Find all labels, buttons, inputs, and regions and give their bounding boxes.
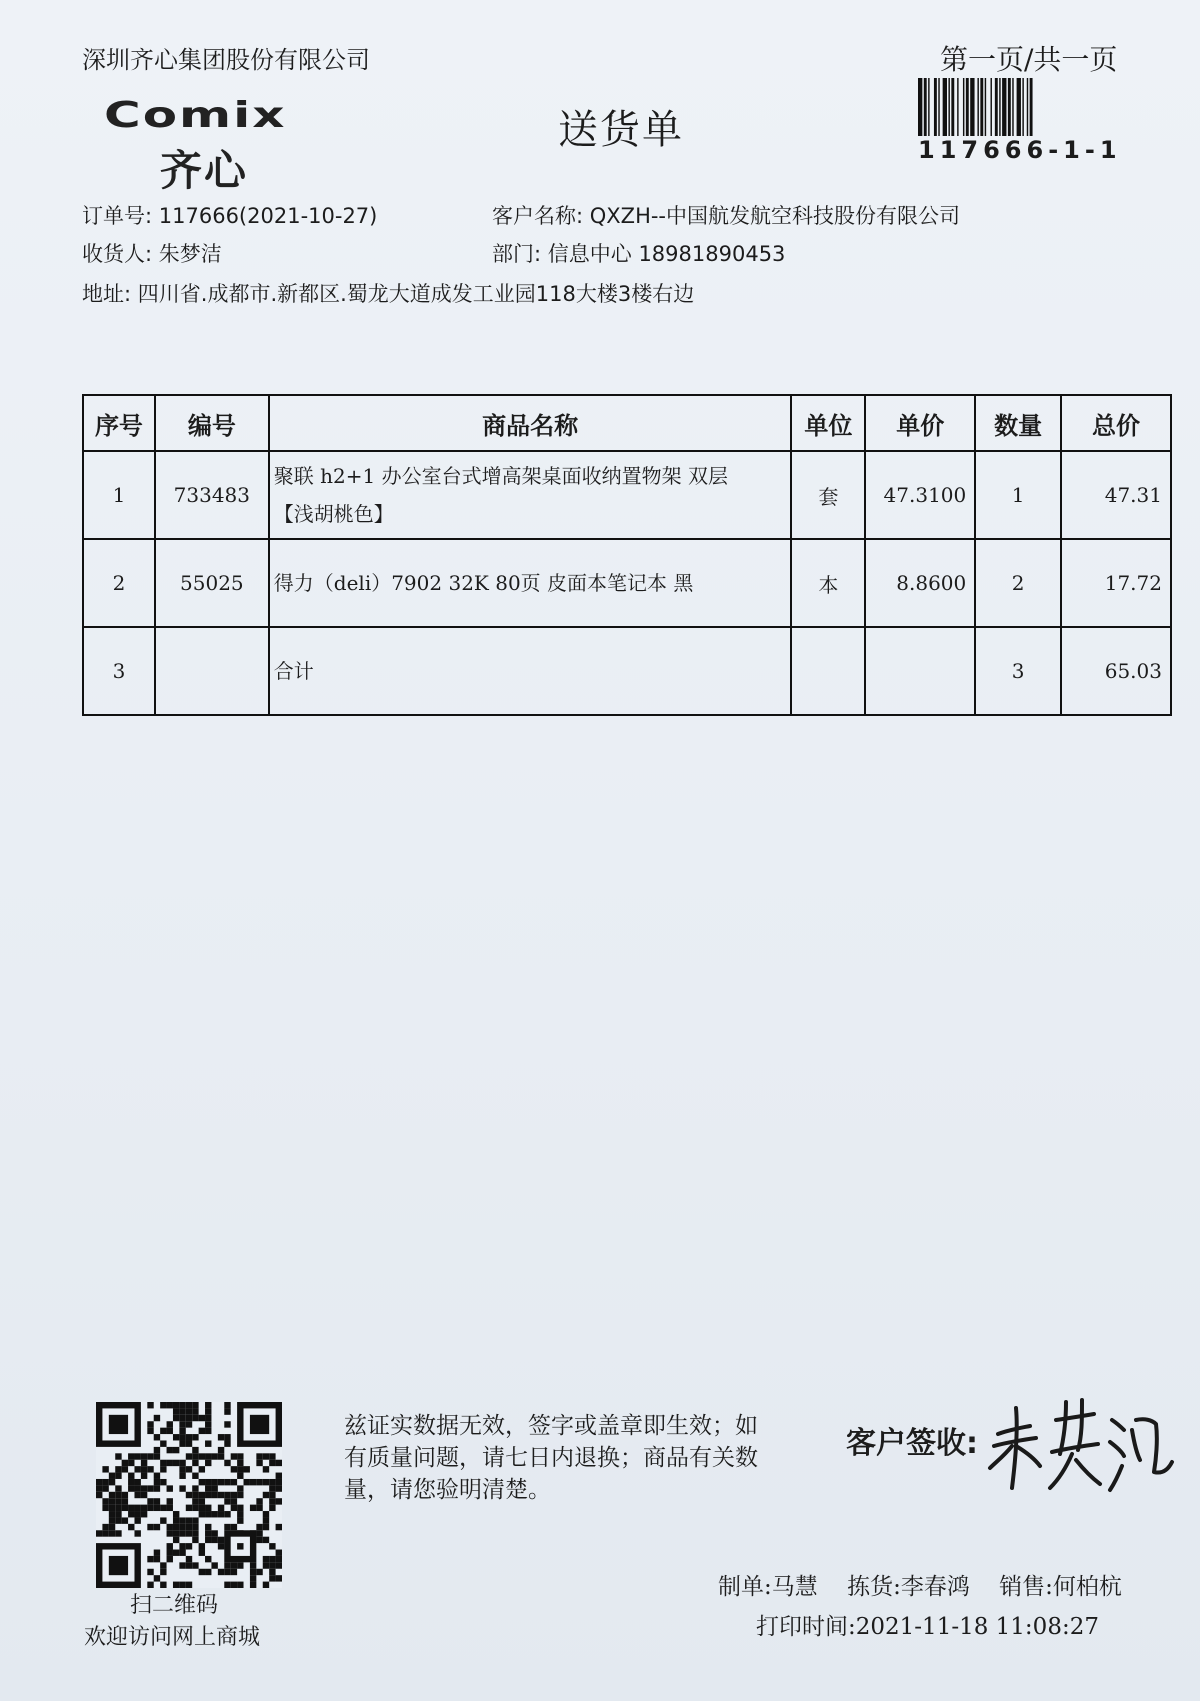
cell-name-line2: 【浅胡桃色】	[273, 502, 394, 526]
cell-seq: 1	[83, 451, 155, 539]
qr-caption-scan: 扫二维码	[130, 1593, 219, 1618]
print-time-label: 打印时间:	[756, 1614, 856, 1640]
cell-code: 733483	[155, 451, 269, 539]
cell-seq: 3	[83, 627, 155, 715]
department-label: 部门:	[492, 242, 542, 266]
sales-label: 销售:	[999, 1574, 1053, 1600]
col-header-price: 单价	[865, 395, 975, 451]
order-number-label: 订单号:	[82, 204, 153, 228]
items-table	[82, 394, 1172, 716]
cell-unit	[791, 627, 865, 715]
cell-price	[865, 627, 975, 715]
handwritten-signature	[986, 1390, 1176, 1498]
picker-label: 拣货:	[847, 1574, 901, 1600]
cell-seq: 2	[83, 539, 155, 627]
department-row	[492, 238, 785, 268]
table-row	[83, 539, 1171, 627]
table-row	[83, 451, 1171, 539]
col-header-total: 总价	[1061, 395, 1171, 451]
address-value: 四川省.成都市.新都区.蜀龙大道成发工业园118大楼3楼右边	[137, 282, 695, 306]
cell-name-line1: 聚联 h2+1 办公室台式增高架桌面收纳置物架 双层	[273, 464, 728, 488]
cell-code: 55025	[155, 539, 269, 627]
barcode-icon	[918, 78, 1130, 136]
maker-value: 马慧	[771, 1574, 818, 1600]
logo-chinese: 齐心	[160, 146, 249, 195]
maker-label: 制单:	[718, 1574, 772, 1600]
comix-logo	[104, 94, 344, 194]
col-header-unit: 单位	[791, 395, 865, 451]
company-name: 深圳齐心集团股份有限公司	[82, 46, 370, 74]
department-value: 信息中心 18981890453	[547, 242, 786, 266]
customer-row	[492, 200, 960, 230]
cell-total: 47.31	[1061, 451, 1171, 539]
cell-name-line1: 合计	[273, 659, 314, 683]
col-header-qty: 数量	[975, 395, 1061, 451]
address-label: 地址:	[82, 282, 132, 306]
col-header-name: 商品名称	[269, 395, 792, 451]
customer-label: 客户名称:	[492, 204, 584, 228]
cell-total: 17.72	[1061, 539, 1171, 627]
col-header-seq: 序号	[83, 395, 155, 451]
cell-name	[269, 451, 792, 539]
cell-name-line1: 得力（deli）7902 32K 80页 皮面本笔记本 黑	[273, 571, 694, 595]
address-row	[82, 278, 694, 308]
barcode-number: 117666-1-1	[918, 136, 1122, 164]
col-header-code: 编号	[155, 395, 269, 451]
picker-value: 李春鸿	[900, 1574, 970, 1600]
cell-name	[269, 539, 792, 627]
print-time-row	[756, 1608, 1099, 1641]
order-number-value: 117666(2021-10-27)	[158, 204, 378, 228]
qr-code-icon[interactable]	[96, 1402, 282, 1588]
document-title: 送货单	[558, 107, 684, 153]
staff-line	[718, 1568, 1122, 1601]
page-info: 第一页/共一页	[940, 43, 1118, 76]
qr-caption-welcome: 欢迎访问网上商城	[84, 1625, 261, 1650]
cell-name	[269, 627, 792, 715]
cell-price: 47.3100	[865, 451, 975, 539]
table-row-total	[83, 627, 1171, 715]
print-time-value: 2021-11-18 11:08:27	[855, 1614, 1099, 1640]
cell-unit: 套	[791, 451, 865, 539]
table-header-row	[83, 395, 1171, 451]
sales-value: 何柏杭	[1052, 1574, 1122, 1600]
receiver-label: 收货人:	[82, 242, 153, 266]
receiver-value: 朱梦洁	[158, 242, 222, 266]
order-number-row	[82, 200, 377, 230]
cell-total: 65.03	[1061, 627, 1171, 715]
cell-unit: 本	[791, 539, 865, 627]
cell-qty: 1	[975, 451, 1061, 539]
customer-value: QXZH--中国航发航空科技股份有限公司	[589, 204, 961, 228]
notice-text: 兹证实数据无效，签字或盖章即生效；如有质量问题，请七日内退换；商品有关数量，请您验明清楚。	[344, 1413, 758, 1503]
receiver-row	[82, 238, 222, 268]
cell-price: 8.8600	[865, 539, 975, 627]
cell-qty: 3	[975, 627, 1061, 715]
customer-sign-label: 客户签收:	[846, 1426, 978, 1461]
cell-qty: 2	[975, 539, 1061, 627]
cell-code	[155, 627, 269, 715]
logo-english: Comix	[104, 94, 287, 136]
